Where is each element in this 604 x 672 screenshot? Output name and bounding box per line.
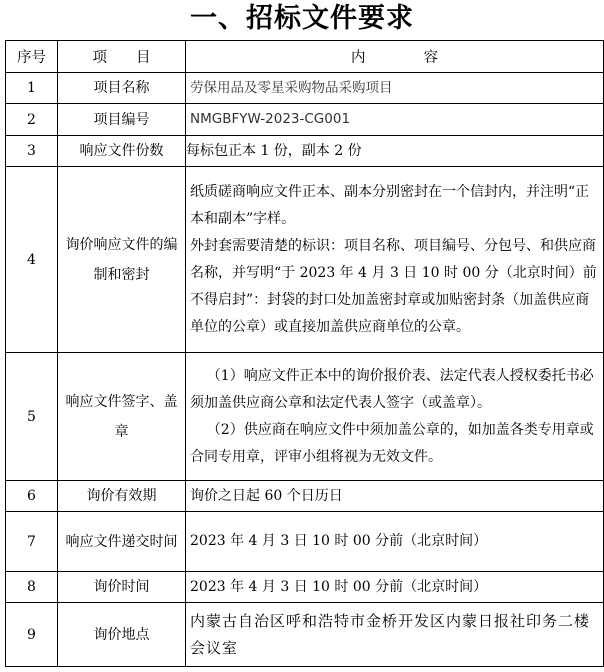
row-content: 内蒙古自治区呼和浩特市金桥开发区内蒙日报社印务二楼会议室 (186, 603, 604, 667)
row-content: 2023 年 4 月 3 日 10 时 00 分前（北京时间） (186, 572, 604, 603)
header-no: 序号 (6, 41, 58, 73)
content-paragraph: （1）响应文件正本中的询价报价表、法定代表人授权委托书必须加盖供应商公章和法定代表人签字（或盖章）。 (190, 367, 594, 411)
header-row (6, 41, 604, 73)
table-row (6, 104, 604, 136)
row-number: 6 (6, 481, 58, 512)
row-item: 项目名称 (58, 73, 186, 104)
content-paragraph: 纸质磋商响应文件正本、副本分别密封在一个信封内，并注明“正本和副本”字样。 (190, 183, 590, 227)
row-number: 5 (6, 353, 58, 481)
content-paragraph: 外封套需要清楚的标识：项目名称、项目编号、分包号、和供应商名称，并写明“于 2023 年 4 月 3 日 10 时 00 分（北京时间）前不得启封”：封袋的封口处加盖密封章或加贴密封条（加盖供应商单位的公章）或直接加盖供应商单位的公章。 (190, 237, 597, 335)
requirements-table (5, 40, 604, 667)
header-content: 内 容 (186, 41, 604, 73)
row-item: 响应文件递交时间 (58, 512, 186, 572)
row-content: 2023 年 4 月 3 日 10 时 00 分前（北京时间） (186, 512, 604, 572)
row-number: 3 (6, 136, 58, 167)
row-content: 每标包正本 1 份，副本 2 份 (186, 136, 604, 167)
row-content: 询价之日起 60 个日历日 (186, 481, 604, 512)
table-row (6, 73, 604, 104)
document-title: 一、招标文件要求 (190, 3, 414, 34)
row-item: 响应文件签字、盖章 (58, 353, 186, 481)
table-row (6, 512, 604, 572)
row-item: 询价地点 (58, 603, 186, 667)
table-row (6, 481, 604, 512)
row-item: 响应文件份数 (58, 136, 186, 167)
table-row (6, 167, 604, 353)
row-content (186, 167, 604, 353)
row-number: 9 (6, 603, 58, 667)
row-content: 劳保用品及零星采购物品采购项目 (186, 73, 604, 104)
content-paragraph: （2）供应商在响应文件中须加盖公章的，如加盖各类专用章或合同专用章，评审小组将视为无效文件。 (190, 421, 594, 465)
table-row (6, 136, 604, 167)
row-content (186, 353, 604, 481)
row-item: 询价时间 (58, 572, 186, 603)
row-number: 8 (6, 572, 58, 603)
header-item: 项 目 (58, 41, 186, 73)
row-item: 询价有效期 (58, 481, 186, 512)
table-row (6, 572, 604, 603)
row-content: NMGBFYW-2023-CG001 (186, 104, 604, 136)
row-item: 询价响应文件的编制和密封 (58, 167, 186, 353)
row-item: 项目编号 (58, 104, 186, 136)
table-row (6, 603, 604, 667)
row-number: 4 (6, 167, 58, 353)
row-number: 1 (6, 73, 58, 104)
row-number: 2 (6, 104, 58, 136)
table-row (6, 353, 604, 481)
row-number: 7 (6, 512, 58, 572)
